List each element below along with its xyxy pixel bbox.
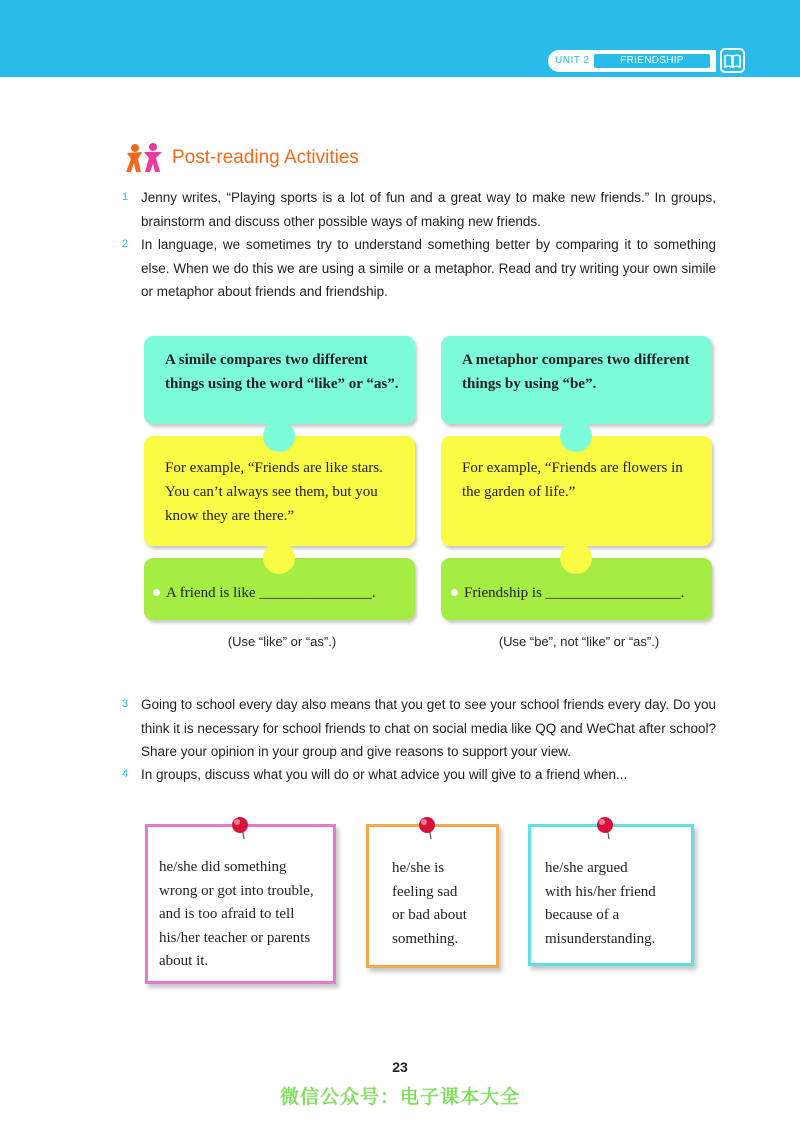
pushpin-icon [595, 815, 615, 841]
people-activity-icon [124, 142, 164, 174]
activity-item-1 [122, 186, 716, 233]
simile-prompt: A friend is like _______________. [166, 585, 376, 601]
item-text: Jenny writes, “Playing sports is a lot of fun and a great way to make new friends.” In groups, brainstorm and discuss other possible ways of making new friends. [141, 190, 716, 229]
section-heading [124, 141, 359, 175]
situation-card-1-text: he/she did something wrong or got into trouble, and is too afraid to tell his/her teacher or parents about it. [159, 859, 314, 969]
page-number: 23 [392, 1059, 408, 1075]
open-book-icon [720, 48, 745, 73]
pushpin-icon [417, 815, 437, 841]
simile-example: For example, “Friends are like stars. You can’t always see them, but you know they are there.” [165, 460, 383, 524]
metaphor-definition: A metaphor compares two different things by using “be”. [462, 352, 690, 392]
watermark-text: 微信公众号：电子课本大全 [279, 1087, 520, 1108]
unit-tab [548, 50, 716, 72]
activity-item-3 [122, 693, 716, 764]
pushpin-icon [230, 815, 250, 841]
item-text: Going to school every day also means that you get to see your school friends every day. Do you think it is necessary for school friends to chat on social media like QQ and WeChat after school? Share your opinion in your group and give reasons to support your view. [141, 697, 716, 759]
metaphor-note: (Use “be”, not “like” or “as”.) [498, 634, 660, 649]
puzzle-knob [263, 542, 295, 574]
simile-note: (Use “like” or “as”.) [227, 634, 337, 649]
item-number: 1 [122, 191, 129, 203]
puzzle-knob [560, 542, 592, 574]
bullet-icon [153, 589, 160, 596]
item-number: 3 [122, 698, 129, 710]
situation-card-3-text: he/she argued with his/her friend because of a misunderstanding. [545, 860, 656, 947]
item-text: In groups, discuss what you will do or what advice you will give to a friend when... [141, 767, 628, 782]
activity-item-4 [122, 763, 716, 787]
unit-name: FRIENDSHIP [594, 54, 710, 68]
item-number: 4 [122, 768, 129, 780]
situation-card-2-text: he/she is feeling sad or bad about something. [392, 860, 467, 947]
item-text: In language, we sometimes try to understand something better by comparing it to something else. When we do this we are using a simile or a metaphor. Read and try writing your own simile or metaphor about friends and friendship. [141, 237, 716, 299]
metaphor-prompt: Friendship is __________________. [464, 585, 685, 601]
puzzle-knob [263, 420, 295, 452]
metaphor-example: For example, “Friends are flowers in the garden of life.” [462, 460, 683, 500]
bullet-icon [451, 589, 458, 596]
item-number: 2 [122, 238, 129, 250]
simile-definition: A simile compares two different things using the word “like” or “as”. [165, 352, 399, 392]
puzzle-knob [560, 420, 592, 452]
unit-label: UNIT 2 [555, 55, 590, 66]
section-title: Post-reading Activities [172, 147, 359, 168]
activity-item-2 [122, 233, 716, 304]
